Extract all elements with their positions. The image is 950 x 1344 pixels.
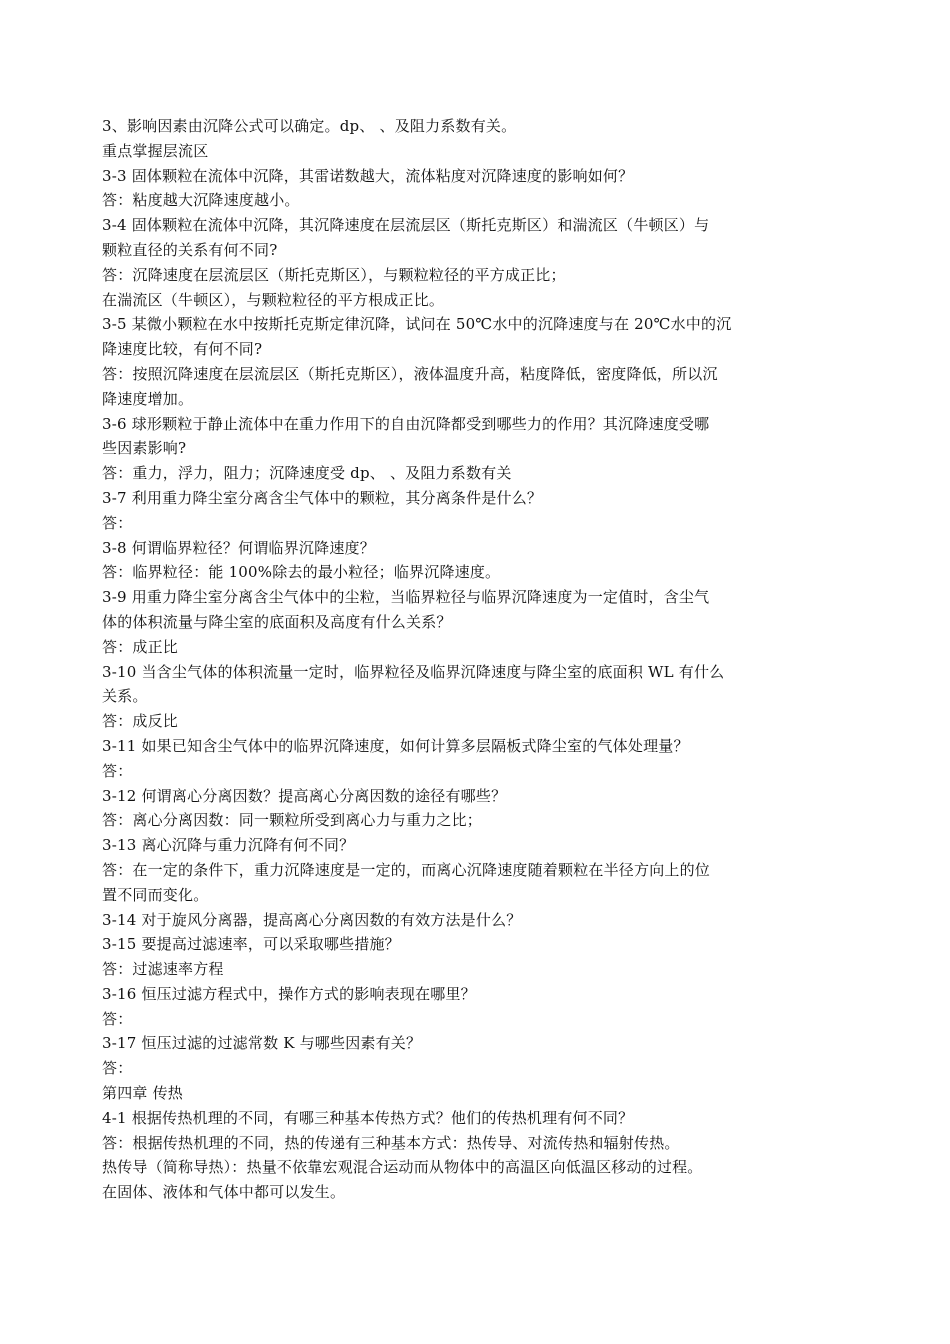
text-line: 答：成反比 [102, 712, 179, 731]
text-line: 答：过滤速率方程 [102, 960, 224, 979]
text-line: 答： [102, 761, 133, 780]
text-line: 答： [102, 513, 133, 532]
text-line: 答：重力，浮力，阻力；沉降速度受 dp、 、及阻力系数有关 [102, 464, 512, 483]
text-line: 关系。 [102, 687, 148, 706]
text-line: 置不同而变化。 [102, 885, 209, 904]
text-line: 3-17 恒压过滤的过滤常数 K 与哪些因素有关？ [102, 1034, 422, 1053]
text-line: 降速度比较，有何不同? [102, 340, 263, 359]
text-line: 答：按照沉降速度在层流层区（斯托克斯区），液体温度升高，粘度降低，密度降低，所以沉 [102, 364, 718, 383]
text-line: 在湍流区（牛顿区），与颗粒粒径的平方根成正比。 [102, 290, 445, 309]
text-line: 3-9 用重力降尘室分离含尘气体中的尘粒，当临界粒径与临界沉降速度为一定值时，含尘气 [102, 588, 710, 607]
text-line: 3-8 何谓临界粒径？何谓临界沉降速度？ [102, 538, 375, 557]
text-line: 3-3 固体颗粒在流体中沉降，其雷诺数越大，流体粘度对沉降速度的影响如何？ [102, 166, 634, 185]
text-line: 3-16 恒压过滤方程式中，操作方式的影响表现在哪里？ [102, 984, 476, 1003]
text-line: 答：粘度越大沉降速度越小。 [102, 191, 300, 210]
text-line: 重点掌握层流区 [102, 141, 209, 160]
text-line: 体的体积流量与降尘室的底面积及高度有什么关系？ [102, 612, 452, 631]
text-line: 答： [102, 1009, 133, 1028]
text-line: 答： [102, 1059, 133, 1078]
text-line: 答：临界粒径：能 100%除去的最小粒径；临界沉降速度。 [102, 563, 501, 582]
text-line: 降速度增加。 [102, 389, 194, 408]
text-line: 答：离心分离因数：同一颗粒所受到离心力与重力之比； [102, 811, 483, 830]
text-line: 3-7 利用重力降尘室分离含尘气体中的颗粒，其分离条件是什么？ [102, 488, 543, 507]
text-line: 些因素影响? [102, 439, 187, 458]
text-line: 答：沉降速度在层流层区（斯托克斯区），与颗粒粒径的平方成正比； [102, 265, 566, 284]
text-line: 3-14 对于旋风分离器，提高离心分离因数的有效方法是什么？ [102, 910, 522, 929]
text-line: 3-11 如果已知含尘气体中的临界沉降速度，如何计算多层隔板式降尘室的气体处理量？ [102, 736, 689, 755]
text-line: 3、影响因素由沉降公式可以确定。dp、 、及阻力系数有关。 [102, 117, 517, 135]
text-line: 3-4 固体颗粒在流体中沉降，其沉降速度在层流层区（斯托克斯区）和湍流区（牛顿区）与 [102, 216, 710, 235]
text-line: 3-6 球形颗粒于静止流体中在重力作用下的自由沉降都受到哪些力的作用？其沉降速度受哪 [102, 414, 710, 433]
text-line: 答：根据传热机理的不同，热的传递有三种基本方式：热传导、对流传热和辐射传热。 [102, 1133, 680, 1152]
text-line: 答：成正比 [102, 637, 179, 656]
text-line: 在固体、液体和气体中都可以发生。 [102, 1183, 346, 1202]
text-line: 答：在一定的条件下，重力沉降速度是一定的，而离心沉降速度随着颗粒在半径方向上的位 [102, 860, 711, 879]
text-line: 颗粒直径的关系有何不同? [102, 240, 278, 259]
text-line: 3-12 何谓离心分离因数？提高离心分离因数的途径有哪些？ [102, 786, 507, 805]
chapter-heading: 第四章 传热 [102, 1084, 183, 1103]
text-line: 4-1 根据传热机理的不同，有哪三种基本传热方式？他们的传热机理有何不同？ [102, 1108, 634, 1127]
text-line: 3-5 某微小颗粒在水中按斯托克斯定律沉降，试问在 50℃水中的沉降速度与在 20℃水中的沉 [102, 315, 732, 334]
text-line: 热传导（简称导热）：热量不依靠宏观混合运动而从物体中的高温区向低温区移动的过程。 [102, 1158, 703, 1177]
text-line: 3-10 当含尘气体的体积流量一定时，临界粒径及临界沉降速度与降尘室的底面积 WL 有什么 [102, 662, 725, 681]
text-line: 3-13 离心沉降与重力沉降有何不同？ [102, 836, 355, 855]
text-line: 3-15 要提高过滤速率，可以采取哪些措施？ [102, 935, 400, 954]
document-body [102, 114, 792, 1205]
